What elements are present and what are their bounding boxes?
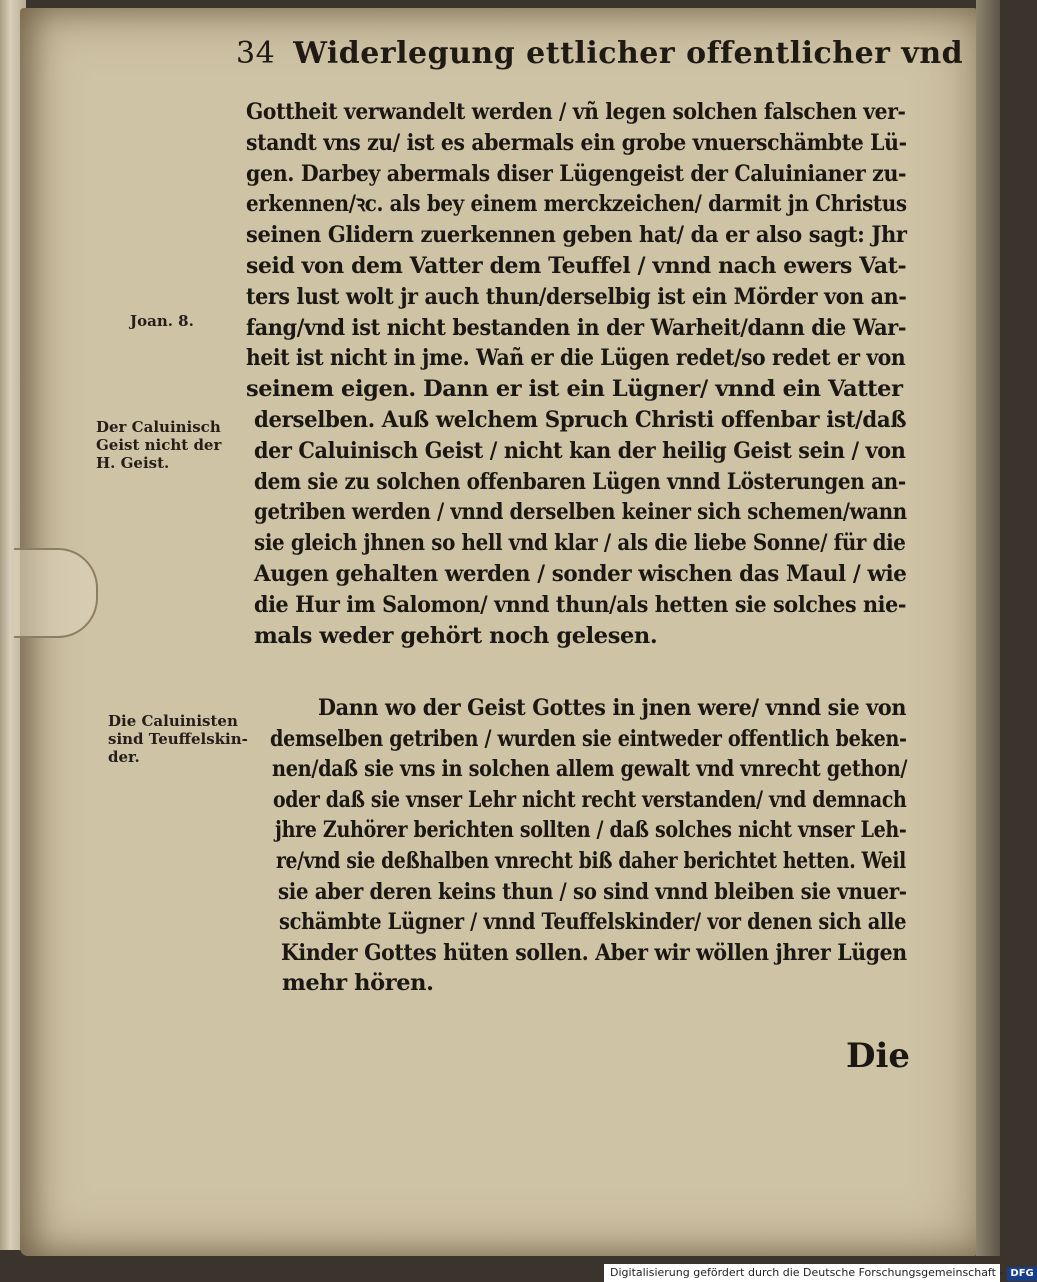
dfg-logo: DFG xyxy=(1007,1267,1036,1281)
page-tab xyxy=(14,548,98,638)
text-line: demselben getriben / wurden sie eintweder offentlich beken- xyxy=(270,725,907,752)
page-number: 34 xyxy=(236,36,276,71)
text-line: ters lust wolt jr auch thun/derselbig ist ein Mörder von an- xyxy=(246,283,907,310)
text-line: re/vnd sie deßhalben vnrecht biß daher berichtet hetten. Weil xyxy=(276,848,906,874)
catchword: Die xyxy=(846,1036,911,1076)
text-line: dem sie zu solchen offenbaren Lügen vnnd Lösterungen an- xyxy=(254,468,906,495)
text-line: mehr hören. xyxy=(282,970,434,997)
margin-note-joan: Joan. 8. xyxy=(130,312,194,330)
text-line: erkennen/ꝛc. als bey einem merckzeichen/ darmit jn Christus xyxy=(246,191,907,218)
footer-banner xyxy=(604,1264,1034,1282)
text-line: sie aber deren keins thun / so sind vnnd bleiben sie vnuer- xyxy=(277,878,907,905)
margin-note-line: sind Teuffelskin- xyxy=(108,730,248,748)
text-line: nen/daß sie vns in solchen allem gewalt vnd vnrecht gethon/ xyxy=(271,756,907,783)
text-line: jhre Zuhörer berichten sollten / daß solches nicht vnser Leh- xyxy=(274,817,907,844)
running-head-title: Widerlegung ettlicher offentlicher vnd xyxy=(293,36,964,71)
margin-note-line: der. xyxy=(108,748,140,766)
text-line: gen. Darbey abermals diser Lügengeist der Caluinianer zu- xyxy=(246,160,907,187)
text-line: fang/vnd ist nicht bestanden in der Warheit/dann die War- xyxy=(246,314,907,341)
running-header xyxy=(236,36,964,80)
margin-note-line: Geist nicht der xyxy=(96,436,222,454)
footer-text: Digitalisierung gefördert durch die Deutsche Forschungsgemeinschaft - xyxy=(610,1266,1004,1279)
text-line: Dann wo der Geist Gottes in jnen were/ vnnd sie von xyxy=(318,695,907,721)
text-line: mals weder gehört noch gelesen. xyxy=(254,622,658,649)
text-line: heit ist nicht in jme. Wañ er die Lügen redet/so redet er von xyxy=(246,345,906,372)
text-line: schämbte Lügner / vnnd Teuffelskinder/ vor denen sich alle xyxy=(279,909,907,936)
text-line: derselben. Auß welchem Spruch Christi offenbar ist/daß xyxy=(254,407,907,433)
text-line: Augen gehalten werden / sonder wischen das Maul / wie xyxy=(254,561,907,587)
text-line: standt vns zu/ ist es abermals ein grobe vnuerschämbte Lü- xyxy=(246,129,907,156)
text-line: seid von dem Vatter dem Teuffel / vnnd nach ewers Vat- xyxy=(246,253,907,279)
text-line: der Caluinisch Geist / nicht kan der heilig Geist sein / von xyxy=(254,437,906,464)
text-line: getriben werden / vnnd derselben keiner sich schemen/wann xyxy=(254,499,907,526)
book-edge xyxy=(976,0,1000,1256)
text-line: oder daß sie vnser Lehr nicht recht verstanden/ vnd demnach xyxy=(273,786,907,813)
margin-note-teuffelskinder xyxy=(108,712,248,766)
text-line: seinen Glidern zuerkennen geben hat/ da er also sagt: Jhr xyxy=(246,222,907,249)
text-line: Kinder Gottes hüten sollen. Aber wir wöllen jhrer Lügen xyxy=(280,939,907,966)
text-line: sie gleich jhnen so hell vnd klar / als die liebe Sonne/ für die xyxy=(254,530,906,557)
margin-note-line: Der Caluinisch xyxy=(96,418,221,436)
margin-note-line: H. Geist. xyxy=(96,454,170,472)
margin-note-line: Die Caluinisten xyxy=(108,712,238,730)
text-line: seinem eigen. Dann er ist ein Lügner/ vnnd ein Vatter xyxy=(246,376,903,403)
text-line: die Hur im Salomon/ vnnd thun/als hetten sie solches nie- xyxy=(254,591,907,618)
margin-note-caluinisch-geist xyxy=(96,418,221,472)
text-line: Gottheit verwandelt werden / vñ legen solchen falschen ver- xyxy=(246,99,906,125)
